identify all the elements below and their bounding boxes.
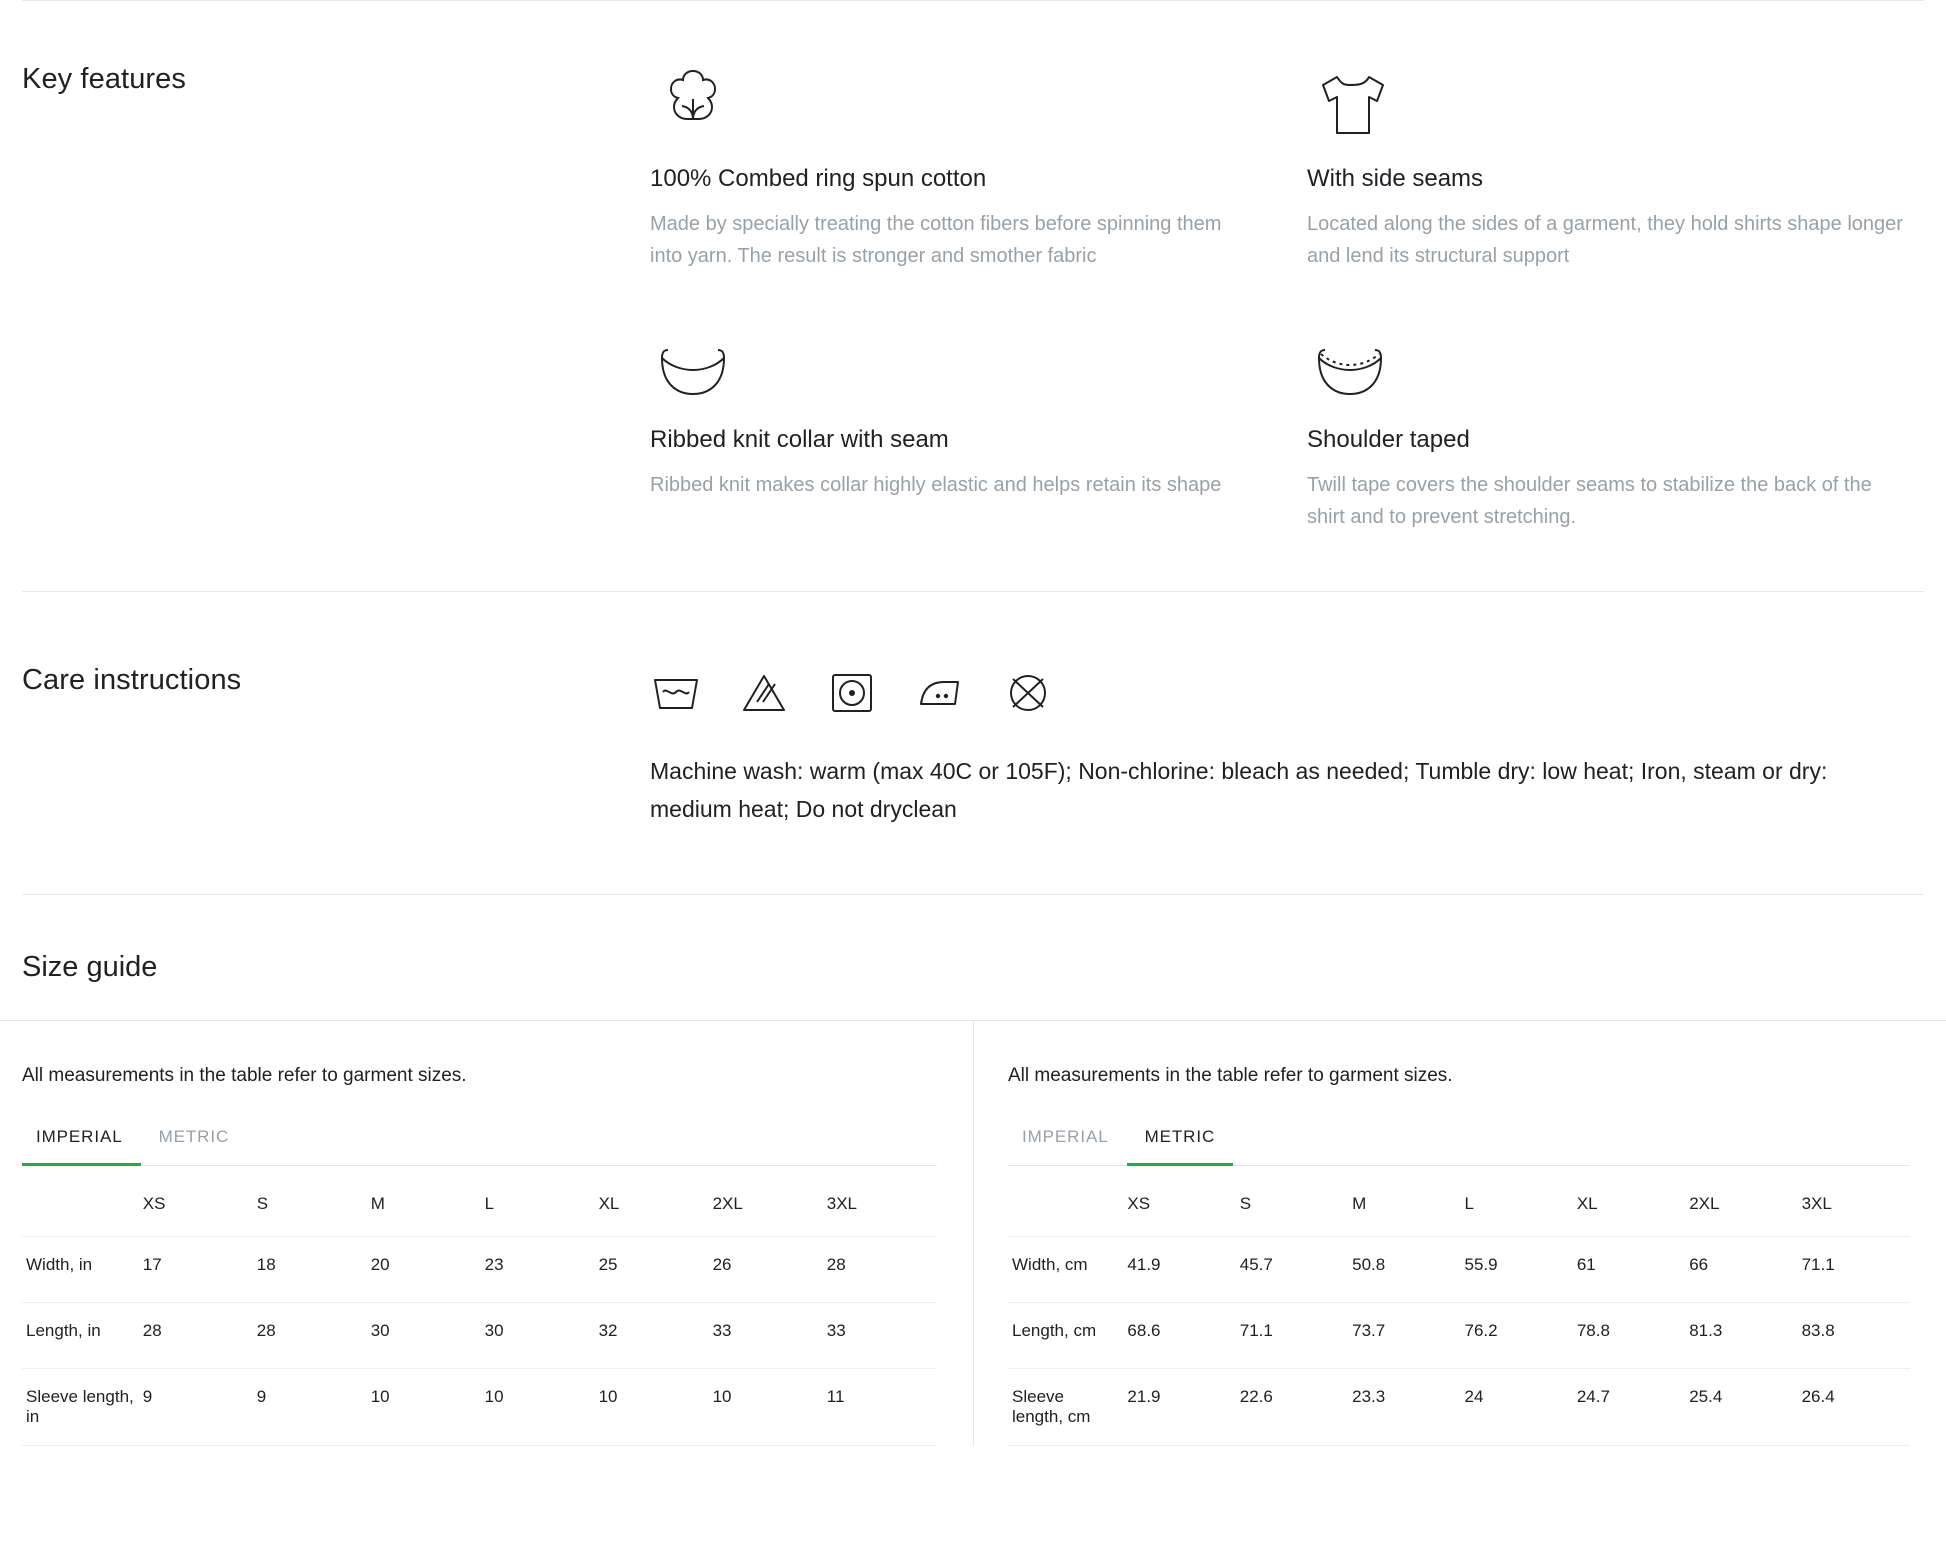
cell: 68.6 xyxy=(1123,1303,1235,1369)
do-not-dryclean-icon xyxy=(1002,670,1054,716)
table-row xyxy=(1008,1237,1910,1303)
feature-cotton xyxy=(650,63,1249,272)
cell: 61 xyxy=(1573,1237,1685,1303)
metric-table-block xyxy=(973,1021,1946,1446)
cell: 10 xyxy=(709,1369,823,1446)
imperial-size-table xyxy=(22,1166,937,1446)
col-head-l: L xyxy=(1460,1166,1572,1237)
col-head-xs: XS xyxy=(1123,1166,1235,1237)
cell: 9 xyxy=(253,1369,367,1446)
size-tables-row xyxy=(0,1021,1946,1446)
col-head-xs: XS xyxy=(139,1166,253,1237)
feature-title: Ribbed knit collar with seam xyxy=(650,426,949,454)
key-features-section xyxy=(0,1,1946,591)
cell: 21.9 xyxy=(1123,1369,1235,1446)
cotton-icon xyxy=(650,63,1249,141)
col-head-3xl: 3XL xyxy=(823,1166,937,1237)
cell: 11 xyxy=(823,1369,937,1446)
cell: 28 xyxy=(139,1303,253,1369)
key-features-title: Key features xyxy=(22,63,187,95)
row-label: Sleeve length, cm xyxy=(1008,1369,1123,1446)
cell: 33 xyxy=(823,1303,937,1369)
metric-size-table xyxy=(1008,1166,1910,1446)
cell: 25.4 xyxy=(1685,1369,1797,1446)
tab-metric-right[interactable]: METRIC xyxy=(1127,1121,1234,1166)
cell: 71.1 xyxy=(1236,1303,1348,1369)
cell: 22.6 xyxy=(1236,1369,1348,1446)
shoulder-taped-icon xyxy=(1307,324,1906,402)
cell: 10 xyxy=(481,1369,595,1446)
row-label: Length, in xyxy=(22,1303,139,1369)
col-head-2xl: 2XL xyxy=(1685,1166,1797,1237)
cell: 17 xyxy=(139,1237,253,1303)
feature-desc: Twill tape covers the shoulder seams to stabilize the back of the shirt and to prevent stretching. xyxy=(1307,474,1872,529)
imperial-table-block xyxy=(0,1021,973,1446)
care-instructions-title: Care instructions xyxy=(22,664,242,697)
cell: 24 xyxy=(1460,1369,1572,1446)
metric-unit-tabs[interactable] xyxy=(1008,1121,1910,1166)
cell: 76.2 xyxy=(1460,1303,1572,1369)
care-instructions-text: Machine wash: warm (max 40C or 105F); Non-chlorine: bleach as needed; Tumble dry: low heat; Iron, steam or dry: medium heat; Do not dryclean xyxy=(650,758,1828,823)
cell: 30 xyxy=(367,1303,481,1369)
table-header-row xyxy=(1008,1166,1910,1237)
measurements-note: All measurements in the table refer to garment sizes. xyxy=(1008,1065,1453,1087)
tab-imperial-left[interactable]: IMPERIAL xyxy=(22,1121,141,1166)
care-icons xyxy=(650,664,1906,722)
row-label: Width, in xyxy=(22,1237,139,1303)
cell: 41.9 xyxy=(1123,1237,1235,1303)
feature-title: 100% Combed ring spun cotton xyxy=(650,165,987,192)
cell: 45.7 xyxy=(1236,1237,1348,1303)
size-guide-section xyxy=(0,895,1946,1446)
col-head-2xl: 2XL xyxy=(709,1166,823,1237)
col-head-3xl: 3XL xyxy=(1798,1166,1910,1237)
cell: 23 xyxy=(481,1237,595,1303)
feature-ribbed-collar xyxy=(650,324,1249,533)
feature-title: Shoulder taped xyxy=(1307,426,1470,454)
cell: 20 xyxy=(367,1237,481,1303)
cell: 78.8 xyxy=(1573,1303,1685,1369)
col-head-blank xyxy=(22,1166,139,1237)
cell: 32 xyxy=(595,1303,709,1369)
col-head-s: S xyxy=(1236,1166,1348,1237)
table-row xyxy=(1008,1303,1910,1369)
feature-desc: Ribbed knit makes collar highly elastic and helps retain its shape xyxy=(650,474,1222,497)
feature-shoulder-taped xyxy=(1307,324,1906,533)
table-row xyxy=(1008,1369,1910,1446)
measurements-note: All measurements in the table refer to garment sizes. xyxy=(22,1065,467,1087)
cell: 23.3 xyxy=(1348,1369,1460,1446)
cell: 24.7 xyxy=(1573,1369,1685,1446)
cell: 28 xyxy=(253,1303,367,1369)
cell: 9 xyxy=(139,1369,253,1446)
cell: 66 xyxy=(1685,1237,1797,1303)
cell: 28 xyxy=(823,1237,937,1303)
col-head-xl: XL xyxy=(595,1166,709,1237)
cell: 26 xyxy=(709,1237,823,1303)
cell: 81.3 xyxy=(1685,1303,1797,1369)
tumble-dry-low-icon xyxy=(826,670,878,716)
table-header-row xyxy=(22,1166,937,1237)
table-row xyxy=(22,1369,937,1446)
cell: 10 xyxy=(595,1369,709,1446)
cell: 26.4 xyxy=(1798,1369,1910,1446)
tab-metric-left[interactable]: METRIC xyxy=(158,1127,230,1147)
col-head-s: S xyxy=(253,1166,367,1237)
cell: 71.1 xyxy=(1798,1237,1910,1303)
row-label: Sleeve length, in xyxy=(22,1369,139,1446)
machine-wash-icon xyxy=(650,670,702,716)
col-head-m: M xyxy=(1348,1166,1460,1237)
cell: 83.8 xyxy=(1798,1303,1910,1369)
imperial-unit-tabs[interactable] xyxy=(22,1121,937,1166)
cell: 10 xyxy=(367,1369,481,1446)
cell: 73.7 xyxy=(1348,1303,1460,1369)
feature-desc: Made by specially treating the cotton fibers before spinning them into yarn. The result is stronger and smother fabric xyxy=(650,213,1222,268)
cell: 33 xyxy=(709,1303,823,1369)
feature-desc: Located along the sides of a garment, they hold shirts shape longer and lend its structural support xyxy=(1307,213,1903,268)
care-instructions-section xyxy=(0,592,1946,894)
feature-title: With side seams xyxy=(1307,165,1484,192)
table-row xyxy=(22,1303,937,1369)
key-features-grid xyxy=(650,63,1946,533)
row-label: Width, cm xyxy=(1008,1237,1123,1303)
cell: 30 xyxy=(481,1303,595,1369)
cell: 55.9 xyxy=(1460,1237,1572,1303)
col-head-blank xyxy=(1008,1166,1123,1237)
size-guide-title: Size guide xyxy=(22,951,158,984)
cell: 50.8 xyxy=(1348,1237,1460,1303)
cell: 18 xyxy=(253,1237,367,1303)
non-chlorine-bleach-icon xyxy=(738,670,790,716)
table-row xyxy=(22,1237,937,1303)
tshirt-side-seams-icon xyxy=(1307,63,1906,141)
ribbed-collar-icon xyxy=(650,324,1249,402)
row-label: Length, cm xyxy=(1008,1303,1123,1369)
iron-medium-heat-icon xyxy=(914,670,966,716)
feature-side-seams xyxy=(1307,63,1906,272)
col-head-m: M xyxy=(367,1166,481,1237)
cell: 25 xyxy=(595,1237,709,1303)
col-head-xl: XL xyxy=(1573,1166,1685,1237)
col-head-l: L xyxy=(481,1166,595,1237)
tab-imperial-right[interactable]: IMPERIAL xyxy=(1022,1127,1109,1147)
